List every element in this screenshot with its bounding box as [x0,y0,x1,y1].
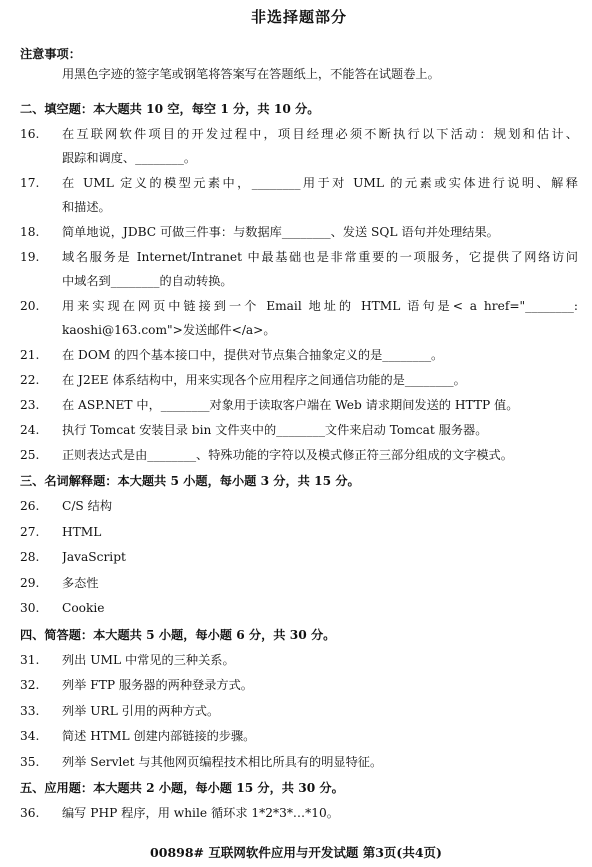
question-item [20,171,578,220]
question-text [62,220,578,245]
question-line: 跟踪和调度、________。 [62,151,197,165]
question-item [20,571,578,597]
question-line: 列出 UML 中常见的三种关系。 [62,652,235,667]
question-number: 31. [20,652,40,667]
section-heading: 二、填空题：本大题共 10 空，每空 1 分，共 10 分。 [20,102,320,116]
question-number: 22. [20,373,40,387]
question-number: 19. [20,250,40,264]
question-item [20,418,578,443]
question-item [20,245,578,294]
question-text [62,724,578,750]
question-line: 在 ASP.NET 中，________对象用于读取客户端在 Web 请求期间发送的 HTTP 值。 [62,398,519,412]
question-line: 用来实现在网页中链接到一个 Email 地址的 HTML 语句是< a href="________: [62,299,578,313]
question-text [62,171,578,220]
question-number: 34. [20,729,40,743]
section-heading: 五、应用题：本大题共 2 小题，每小题 15 分，共 30 分。 [20,781,344,795]
question-item [20,801,578,827]
question-number: 25. [20,448,40,462]
question-line: 简述 HTML 创建内部链接的步骤。 [62,729,256,743]
question-number: 21. [20,348,40,362]
question-text [62,520,578,546]
question-item [20,699,578,725]
question-line: 列举 URL 引用的两种方式。 [62,703,220,718]
question-item [20,673,578,699]
question-item [20,494,578,520]
question-text [62,494,578,520]
question-item [20,596,578,622]
question-item [20,520,578,546]
question-line: 在互联网软件项目的开发过程中，项目经理必须不断执行以下活动：规划和估计、 [62,127,578,141]
question-number: 24. [20,423,40,437]
question-item [20,443,578,468]
question-number: 20. [20,299,40,313]
question-number: 16. [20,127,40,141]
question-line: 正则表达式是由________、特殊功能的字符以及模式修正符三部分组成的文字模式。 [62,448,513,462]
question-line: 简单地说，JDBC 可做三件事：与数据库________、发送 SQL 语句并处理结果。 [62,225,499,239]
question-text [62,418,578,443]
question-text [62,801,578,827]
question-item [20,724,578,750]
question-number: 35. [20,754,40,769]
question-line: 执行 Tomcat 安装目录 bin 文件夹中的________文件来启动 Tomcat 服务器。 [62,423,488,437]
question-text [62,571,578,597]
section-heading: 四、简答题：本大题共 5 小题，每小题 6 分，共 30 分。 [20,627,336,642]
question-sections [20,96,578,827]
question-text [62,648,578,674]
page-footer: 00898# 互联网软件应用与开发试题 第3页(共4页) [150,845,442,860]
question-text [62,393,578,418]
question-number: 18. [20,225,40,239]
question-line: 编写 PHP 程序，用 while 循环求 1*2*3*…*10。 [62,806,339,820]
question-number: 29. [20,575,40,590]
question-number: 27. [20,524,40,539]
question-item [20,122,578,171]
question-number: 32. [20,678,40,692]
question-line: 列举 Servlet 与其他网页编程技术相比所具有的明显特征。 [62,754,383,769]
question-line: 列举 FTP 服务器的两种登录方式。 [62,678,253,692]
question-text [62,343,578,368]
question-number: 33. [20,703,40,718]
question-number: 26. [20,499,40,513]
question-line: 在 UML 定义的模型元素中，________用于对 UML 的元素或实体进行说明、解释 [62,176,578,190]
question-item [20,750,578,776]
question-line: JavaScript [62,550,126,564]
question-line: 中域名到________的自动转换。 [62,274,233,288]
question-number: 28. [20,550,40,564]
question-line: 在 DOM 的四个基本接口中，提供对节点集合抽象定义的是________。 [62,348,444,362]
question-line: 域名服务是 Internet/Intranet 中最基础也是非常重要的一项服务，它提供了网络访问 [62,250,578,264]
question-item [20,343,578,368]
question-item [20,648,578,674]
question-text [62,368,578,393]
question-number: 17. [20,176,40,190]
notice-label: 注意事项： [20,47,81,61]
question-text [62,699,578,725]
question-text [62,596,578,622]
question-item [20,393,578,418]
question-text [62,245,578,294]
question-text [62,443,578,468]
question-line: Cookie [62,601,105,615]
question-item [20,294,578,343]
question-text [62,750,578,776]
question-number: 23. [20,398,40,412]
question-item [20,545,578,571]
question-line: C/S 结构 [62,499,113,513]
question-number: 36. [20,806,40,820]
question-line: 多态性 [62,575,99,590]
question-line: 在 J2EE 体系结构中，用来实现各个应用程序之间通信功能的是________。 [62,373,466,387]
question-item [20,368,578,393]
question-text [62,122,578,171]
question-number: 30. [20,601,40,615]
page-title: 非选择题部分 [250,8,347,26]
question-text [62,545,578,571]
question-line: 和描述。 [62,200,111,214]
question-text [62,673,578,699]
notice-text: 用黑色字迹的签字笔或钢笔将答案写在答题纸上，不能答在试题卷上。 [62,67,440,81]
question-item [20,220,578,245]
section-heading: 三、名词解释题：本大题共 5 小题，每小题 3 分，共 15 分。 [20,474,360,488]
question-line: HTML [62,524,102,539]
question-text [62,294,578,343]
question-line: kaoshi@163.com">发送邮件</a>。 [62,323,276,337]
